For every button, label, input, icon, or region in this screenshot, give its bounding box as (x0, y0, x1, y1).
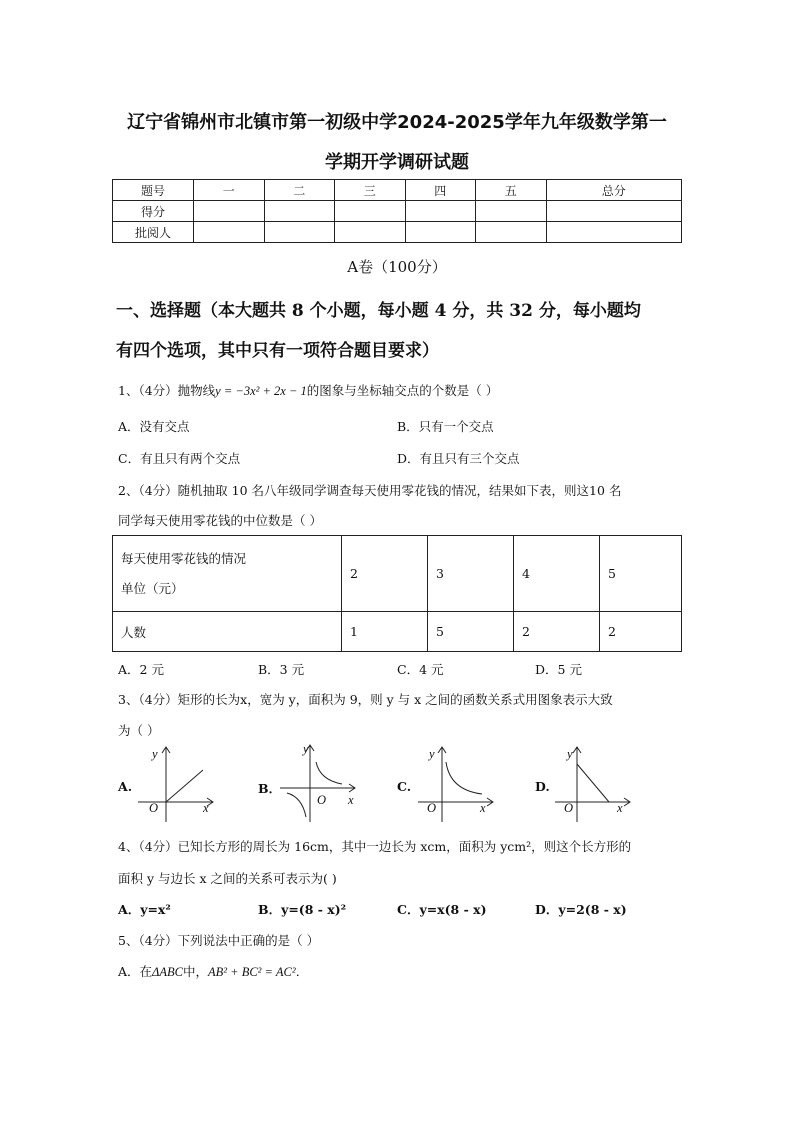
q2-option-d: D．5 元 (535, 662, 582, 677)
q2-option-b: B．3 元 (258, 662, 305, 677)
score-cell (405, 222, 476, 243)
graph-a-origin-label: O (149, 801, 159, 815)
q5-option-a-mid: 中， (182, 964, 208, 979)
graph-a-y-label: y (152, 747, 158, 761)
q1-option-a: A．没有交点 (118, 419, 190, 434)
score-cell (546, 222, 682, 243)
pocket-money-table (112, 535, 682, 652)
graph-d-x-label: x (617, 801, 623, 815)
q4-option-c: C．y=x(8 - x) (397, 902, 487, 917)
graph-b-x-label: x (348, 793, 354, 807)
score-cell (476, 201, 547, 222)
amount-cell: 5 (600, 536, 682, 612)
count-cell: 2 (514, 612, 600, 652)
score-header: 一 (194, 180, 265, 201)
score-row-label: 得分 (113, 201, 194, 222)
question-2-line2: 同学每天使用零花钱的中位数是（ ） (118, 513, 322, 528)
question-4-line1: 4、（4分）已知长方形的周长为 16cm，其中一边长为 xcm，面积为 ycm²，则这个长方形的 (118, 839, 632, 854)
amount-label-a: 每天使用零花钱的情况 (121, 550, 247, 566)
q1-option-c: C．有且只有两个交点 (118, 451, 241, 466)
graph-b-origin-label: O (317, 793, 327, 807)
q2-option-a: A．2 元 (118, 662, 164, 677)
score-table (112, 179, 682, 243)
q4-option-b: B．y=(8 - x)² (258, 902, 347, 917)
graph-d-origin-label: O (564, 801, 574, 815)
q5-option-a (118, 962, 308, 980)
count-cell: 2 (600, 612, 682, 652)
score-header: 五 (476, 180, 547, 201)
graph-a-x-label: x (203, 801, 209, 815)
q2-option-c: C．4 元 (397, 662, 444, 677)
q3-option-b-label: B． (258, 781, 282, 796)
q3-option-a-label: A. (118, 779, 133, 794)
q4-option-d: D．y=2(8 - x) (535, 902, 627, 917)
graph-c-x-label: x (480, 801, 486, 815)
count-cell: 5 (428, 612, 514, 652)
graph-b-hyperbola-two-branches (280, 742, 360, 822)
q1-prefix: 1、（4分）抛物线 (118, 383, 216, 398)
score-header: 三 (335, 180, 406, 201)
score-cell (335, 222, 406, 243)
q3-option-c-label: C. (397, 779, 412, 794)
score-header: 总分 (546, 180, 682, 201)
q4-option-a: A．y=x² (118, 902, 171, 917)
score-row-label: 批阅人 (113, 222, 194, 243)
document-title-line1: 辽宁省锦州市北镇市第一初级中学2024-2025学年九年级数学第一 (127, 112, 667, 133)
volume-label: A卷（100分） (347, 258, 447, 276)
graph-c-origin-label: O (427, 801, 437, 815)
score-cell (264, 222, 335, 243)
score-header: 题号 (113, 180, 194, 201)
graph-d-y-label: y (567, 747, 573, 761)
amount-row-label (113, 536, 342, 612)
score-cell (194, 201, 265, 222)
question-2-line1: 2、（4分）随机抽取 10 名八年级同学调查每天使用零花钱的情况，结果如下表，则这10 名 (118, 483, 622, 498)
count-row-label: 人数 (113, 612, 342, 652)
section-heading-line1: 一、选择题（本大题共 8 个小题，每小题 4 分，共 32 分，每小题均 (116, 301, 641, 321)
graph-b-y-label: y (303, 742, 309, 756)
question-3-line2: 为（ ） (118, 723, 160, 738)
q1-option-d: D．有且只有三个交点 (397, 451, 520, 466)
amount-cell: 3 (428, 536, 514, 612)
score-cell (335, 201, 406, 222)
q3-option-d-label: D. (535, 779, 550, 794)
score-cell (194, 222, 265, 243)
question-1 (118, 381, 498, 399)
q5-option-a-prefix: A．在 (118, 964, 153, 979)
section-heading-line2: 有四个选项，其中只有一项符合题目要求） (116, 341, 439, 361)
score-header: 四 (405, 180, 476, 201)
document-title-line2: 学期开学调研试题 (325, 152, 469, 173)
score-cell (476, 222, 547, 243)
question-3-line1: 3、（4分）矩形的长为x，宽为 y，面积为 9，则 y 与 x 之间的函数关系式用图象表示大致 (118, 692, 613, 707)
amount-cell: 4 (514, 536, 600, 612)
q1-formula: y = −3x² + 2x − 1 (215, 384, 307, 398)
q1-suffix: 的图象与坐标轴交点的个数是（ ） (306, 383, 499, 398)
score-header: 二 (264, 180, 335, 201)
q5-triangle: ΔABC (152, 965, 183, 979)
q1-option-b: B．只有一个交点 (397, 419, 494, 434)
score-cell (546, 201, 682, 222)
question-5: 5、（4分）下列说法中正确的是（ ） (118, 933, 320, 948)
q5-formula: AB² + BC² = AC²． (208, 965, 309, 979)
graph-c-y-label: y (429, 747, 435, 761)
score-cell (405, 201, 476, 222)
score-cell (264, 201, 335, 222)
question-4-line2: 面积 y 与边长 x 之间的关系可表示为( ) (118, 871, 337, 886)
amount-cell: 2 (342, 536, 428, 612)
amount-label-b: 单位（元） (121, 580, 184, 596)
count-cell: 1 (342, 612, 428, 652)
